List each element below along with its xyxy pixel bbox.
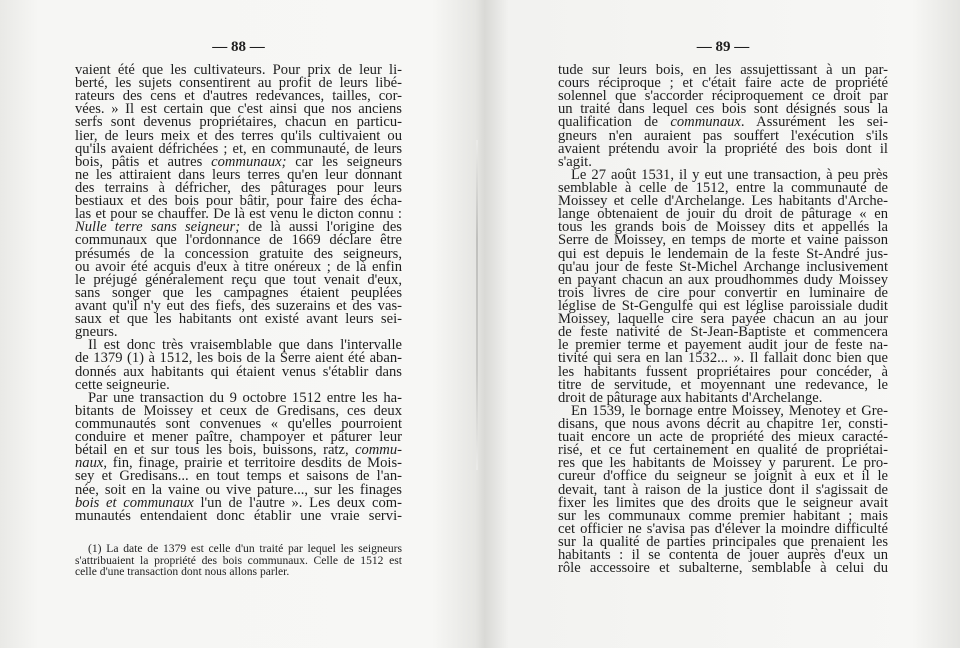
- italic-text-segment: bois et communaux: [75, 494, 194, 511]
- text-line: un traité dans lequel ces bois sont désignés sous la: [558, 101, 888, 118]
- text-line: fixer les limites que des droits que le seigneur avait: [558, 494, 888, 511]
- italic-text-segment: communaux: [670, 114, 741, 131]
- text-line: s'agit.: [558, 153, 592, 170]
- text-line: lier, de leurs meix et des terres qu'ils cultivaient ou: [75, 127, 402, 144]
- text-line: gneurs.: [75, 324, 118, 341]
- text-line: tous les grands bois de Moissey dits et appellés la: [558, 219, 888, 236]
- text-line: sur les communaux comme premier habitant ; mais: [558, 507, 888, 524]
- text-line: sans songer que les campagnes étaient peuplées: [75, 284, 402, 301]
- text-line: ou avoir été acquis d'eux à titre onéreux ; de là enfin: [75, 258, 402, 275]
- text-line: rôle accessoire et subalterne, semblable à celui du: [558, 560, 888, 577]
- text-line: ne les attiraient dans leurs terres qu'en leur donnant: [75, 166, 402, 183]
- text-line: Le 27 août 1531, il y eut une transaction, à peu près: [571, 166, 888, 183]
- text-line: res que les habitants de Moissey y parurent. Le pro-: [558, 455, 888, 472]
- text-line: disans, que nous avons décrit au chapitre 1er, consti-: [558, 415, 888, 432]
- text-line: communaux que l'ordonnance de 1669 déclare être: [75, 232, 402, 249]
- text-line: bitants de Moissey et ceux de Gredisans, ces deux: [75, 402, 402, 419]
- text-line: née, soit en la vaine ou vive pature..., sur les finages: [75, 481, 402, 498]
- text-line: tude sur leurs bois, en les assujettissant à un par-: [558, 62, 888, 78]
- text-line: bestiaux et des bois pour bâtir, pour faire des écha-: [75, 193, 402, 210]
- text-line: vaient été que les cultivateurs. Pour prix de leur li-: [75, 62, 402, 78]
- text-line: habitants : il se contenta de jouer auprès d'eux un: [558, 547, 888, 564]
- page-number: — 88 —: [212, 39, 265, 55]
- italic-text-segment: naux: [75, 455, 104, 472]
- footnote: [75, 543, 402, 578]
- text-line: devait, tant à raison de la justice dont il s'agissait de: [558, 481, 888, 498]
- text-segment: . Assurément les sei-: [740, 114, 888, 131]
- text-line: présumés de la concession gratuite des seigneurs,: [75, 245, 402, 262]
- text-line: las et pour se chauffer. De là est venu le dicton connu :: [75, 206, 402, 223]
- text-line: avant qu'il n'y eut des fiefs, des suzerains et des vas-: [75, 297, 402, 314]
- left-page: [75, 0, 402, 648]
- text-line: les habitants fussent propriétaires pour concéder, à: [558, 363, 888, 380]
- text-line: vées. » Il est certain que c'est ainsi que nos anciens: [75, 101, 402, 118]
- page-body: [75, 64, 402, 523]
- text-line: avaient prétendu avoir la propriété des bois dont il: [558, 140, 888, 157]
- text-line: Serre de Moissey, en temps de morte et vaine paisson: [558, 232, 888, 249]
- text-segment: bétail en et sur tous les bois, buissons, ratz,: [75, 442, 355, 459]
- text-segment: , fin, finage, prairie et territoire desdits de Mois-: [103, 455, 402, 472]
- text-line: serfs sont devenus propriétaires, chacun en particu-: [75, 114, 402, 131]
- text-line: lange obtenaient de jouir du droit de pâturage « en: [558, 206, 888, 223]
- text-line: en payant chacun an aux proudhommes dudy Moissey: [558, 271, 888, 288]
- text-line: donnés aux habitants qui étaient venus s'établir dans: [75, 363, 402, 380]
- page-body: [558, 64, 888, 575]
- text-line: Il est donc très vraisemblable que dans l'intervalle: [88, 337, 402, 354]
- italic-text-segment: communaux;: [211, 153, 287, 170]
- text-line: sey et Gredisans... en tout temps et saisons de l'an-: [75, 468, 402, 485]
- text-line: léglise de St-Gengulfe qui est léglise paroissiale dudit: [558, 297, 888, 314]
- text-line: munautés entendaient donc établir une vraie servi-: [75, 507, 402, 524]
- text-line: de 1379 (1) à 1512, les bois de la Serre aient été aban-: [75, 350, 402, 367]
- text-line: gneurs n'en auraient pas souffert l'exécution s'ils: [558, 127, 888, 144]
- text-segment: bois, pâtis et autres: [75, 153, 212, 170]
- text-line: tuait encore un acte de propriété des mieux caracté-: [558, 429, 888, 446]
- text-line: Moissey et celle d'Archelange. Les habitants d'Arche-: [558, 193, 888, 210]
- text-line: En 1539, le bornage entre Moissey, Menotey et Gre-: [571, 402, 888, 419]
- text-line: droit de pâturage aux habitants d'Archelange.: [558, 389, 823, 406]
- text-line: berté, les sujets consentirent au profit de leurs libé-: [75, 75, 402, 92]
- text-segment: de là aussi l'origine des: [240, 219, 402, 236]
- page-number: — 89 —: [696, 39, 750, 55]
- text-segment: l'un de l'autre ». Les deux com-: [193, 494, 402, 511]
- italic-text-segment: commu-: [354, 442, 402, 459]
- text-line: le premier terme et payement audit jour de feste na-: [558, 337, 888, 354]
- text-line: Par une transaction du 9 octobre 1512 entre les ha-: [88, 389, 402, 406]
- text-line: tivité qui sera en lan 1532... ». Il fallait donc bien que: [558, 350, 888, 367]
- book-gutter: [476, 140, 478, 470]
- right-page: [558, 0, 888, 648]
- text-line: sur la qualité de parties principales que prenaient les: [558, 533, 888, 550]
- text-line: celle d'une transaction dont nous allons parler.: [75, 565, 290, 578]
- text-line: qu'au jour de feste St-Michel Archange inclusivement: [558, 258, 888, 275]
- text-line: trois livres de cire pour convertir en luminaire de: [558, 284, 888, 301]
- text-line: rateurs des cens et d'autres redevances, tailles, cor-: [75, 88, 402, 105]
- text-segment: qualification de: [558, 114, 671, 131]
- text-line: conduire et mener paître, champoyer et pâturer leur: [75, 429, 402, 446]
- text-line: cet officier ne s'avisa pas d'élever la moindre difficulté: [558, 520, 888, 537]
- text-line: risé, et ce fut certainement en qualité de propriétai-: [558, 442, 888, 459]
- italic-text-segment: Nulle terre sans seigneur;: [75, 219, 241, 236]
- text-line: cette seigneurie.: [75, 376, 170, 393]
- text-line: (1) La date de 1379 est celle d'un traité par lequel les seigneurs: [88, 542, 402, 555]
- text-line: qui est depuis le lendemain de la feste St-André jus-: [558, 245, 888, 262]
- text-line: titre de servitude, et moyennant une redevance, le: [558, 376, 888, 393]
- text-line: des terrains à défricher, des pâturages pour leurs: [75, 179, 402, 196]
- text-line: semblable à celle de 1512, entre la communauté de: [558, 179, 888, 196]
- text-line: qu'ils avaient défrichées ; et, en communauté, de leurs: [75, 140, 402, 157]
- text-segment: car les seigneurs: [286, 153, 403, 170]
- text-line: saux et que les habitants ont existé avant leurs sei-: [75, 311, 402, 328]
- text-line: le préjugé généralement reçu que tout venait d'eux,: [75, 271, 402, 288]
- text-line: de feste nativité de St-Jean-Baptiste et commencera: [558, 324, 888, 341]
- text-line: communautés sont convenues « qu'elles pourroient: [75, 415, 402, 432]
- text-line: cureur d'office du seigneur se joignit à eux et il le: [558, 468, 888, 485]
- text-line: cours réciproque ; et c'était faire acte de propriété: [558, 75, 888, 92]
- text-line: Moissey, laquelle cire sera payée chacun an au jour: [558, 311, 888, 328]
- text-line: solennel que s'accorder réciproquement ce droit par: [558, 88, 888, 105]
- text-line: s'attribuaient la propriété des bois communaux. Celle de 1512 est: [75, 553, 402, 567]
